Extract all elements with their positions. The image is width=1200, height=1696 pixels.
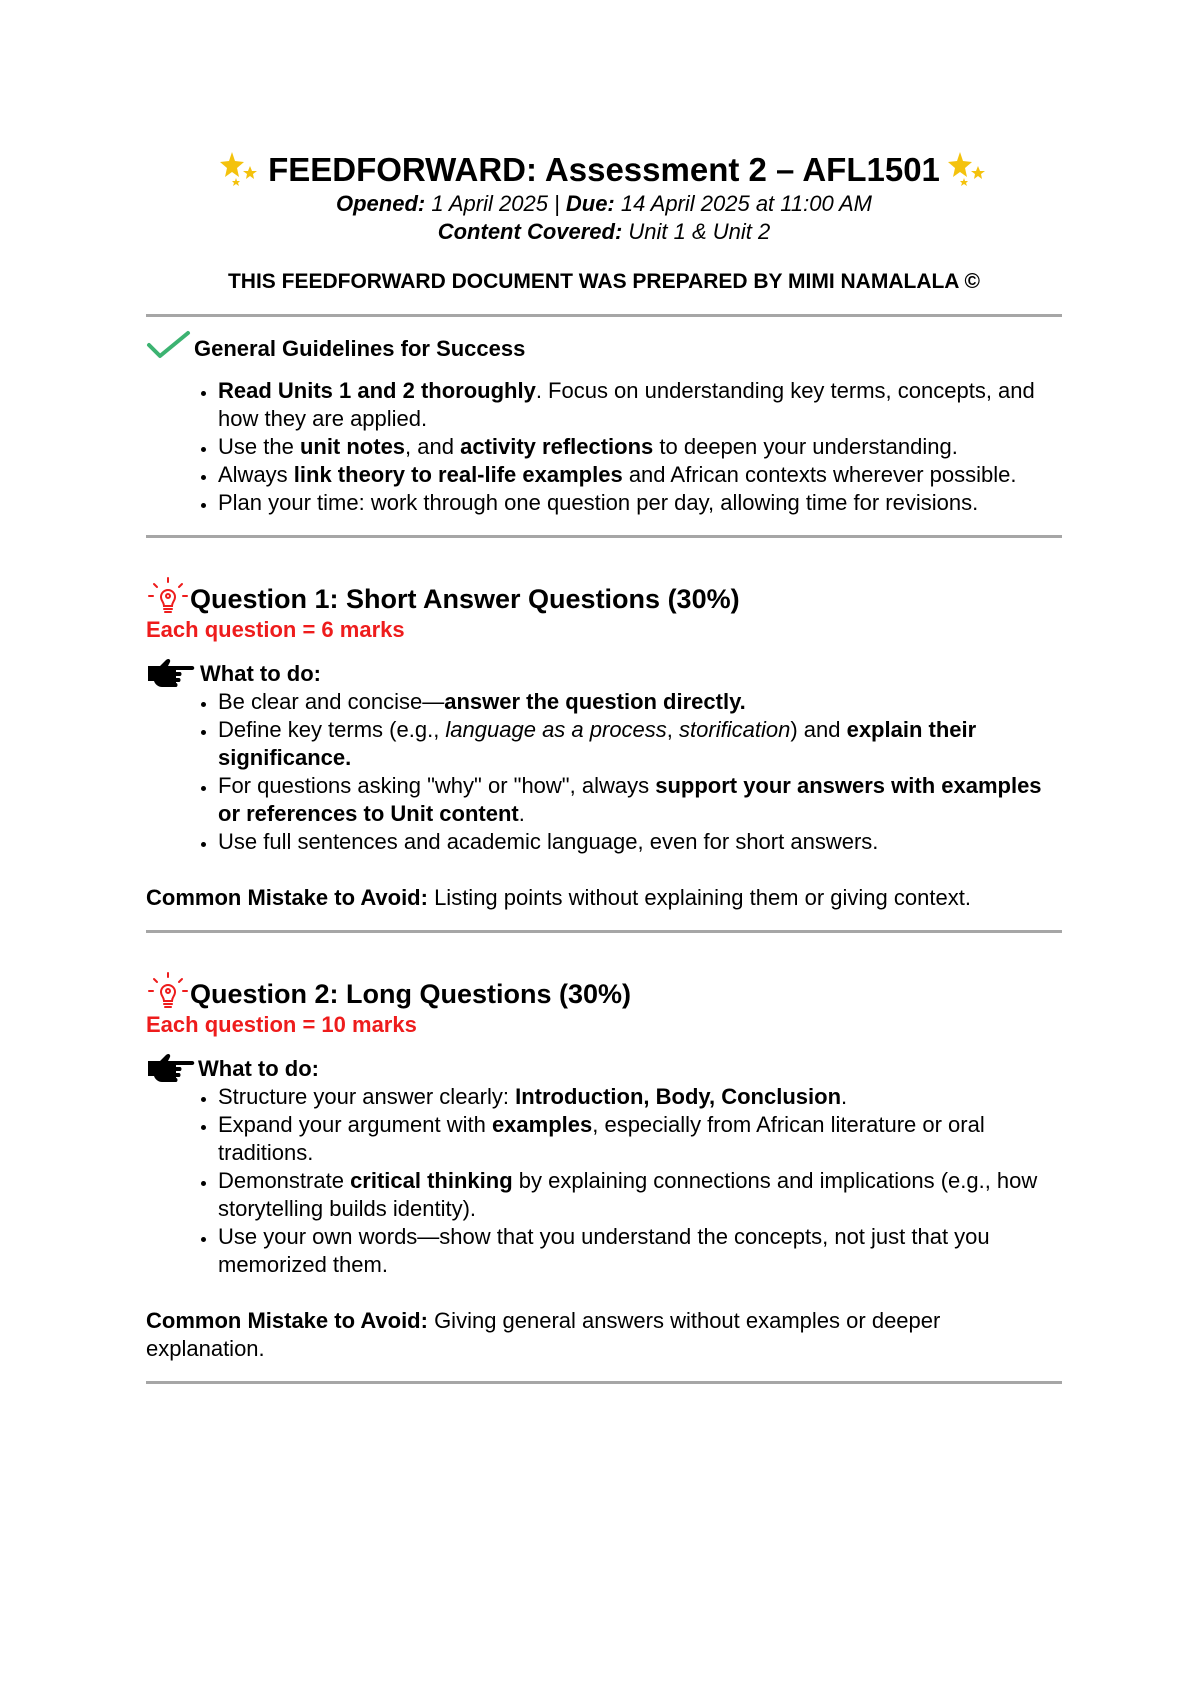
document-title: FEEDFORWARD: Assessment 2 – AFL1501	[268, 151, 940, 188]
divider	[146, 930, 1062, 933]
divider	[146, 314, 1062, 317]
list-item	[218, 688, 1062, 716]
sparkles-icon	[218, 150, 262, 190]
bold-text: Introduction, Body, Conclusion	[515, 1084, 842, 1109]
light-bulb-icon	[146, 971, 190, 1011]
question-1-marks: Each question = 6 marks	[146, 617, 405, 642]
general-heading-row	[146, 329, 1062, 363]
divider	[146, 1381, 1062, 1384]
item-text: .	[841, 1084, 848, 1109]
content-label: Content Covered:	[437, 219, 623, 244]
q1-common-mistake	[146, 884, 1062, 912]
list-item	[218, 461, 1062, 489]
bold-text: unit notes	[299, 434, 406, 459]
list-item	[218, 716, 1062, 772]
item-text: For questions asking "why" or "how", always	[218, 773, 656, 798]
mistake-label: Common Mistake to Avoid:	[146, 885, 428, 910]
list-item	[218, 1083, 1062, 1111]
bold-text: link theory to real-life examples	[293, 462, 623, 487]
item-text: to deepen your understanding.	[653, 434, 958, 459]
bold-text: support your answers with examples or references to Unit content	[218, 773, 1042, 826]
opened-value: 1 April 2025 |	[425, 191, 566, 216]
mistake-text: Listing points without explaining them or giving context.	[427, 885, 971, 910]
item-text: ,	[666, 717, 680, 742]
list-item	[218, 1167, 1062, 1223]
sparkles-icon	[946, 150, 990, 190]
item-text: Use the	[218, 434, 300, 459]
bold-text: examples	[491, 1112, 593, 1137]
question-2-marks: Each question = 10 marks	[146, 1012, 417, 1037]
item-text: .	[518, 801, 525, 826]
item-text: by explaining connections and implications (e.g., how storytelling builds identity).	[218, 1168, 1038, 1221]
divider	[146, 535, 1062, 538]
item-text: , and	[405, 434, 461, 459]
bold-text: Read Units 1 and 2 thoroughly	[218, 378, 536, 403]
bold-text: explain their significance.	[218, 717, 977, 770]
italic-text: storification	[679, 717, 791, 742]
q1-what-to-do: What to do:	[200, 661, 321, 686]
general-list	[146, 377, 1062, 517]
document-page	[146, 0, 1062, 1384]
bold-text: activity reflections	[460, 434, 654, 459]
bold-text: answer the question directly.	[444, 689, 746, 714]
due-label: Due:	[565, 191, 615, 216]
item-text: Expand your argument with	[218, 1112, 492, 1137]
q2-common-mistake	[146, 1307, 1062, 1363]
item-text: Demonstrate	[218, 1168, 351, 1193]
check-mark-icon	[146, 329, 192, 363]
q1-what-to-do-row	[146, 654, 1062, 688]
q2-what-to-do: What to do:	[198, 1056, 319, 1081]
q2-what-to-do-row	[146, 1049, 1062, 1083]
content-value: Unit 1 & Unit 2	[622, 219, 771, 244]
list-item	[218, 489, 1062, 517]
prepared-by: THIS FEEDFORWARD DOCUMENT WAS PREPARED BY MIMI NAMALALA ©	[227, 270, 981, 293]
mistake-label: Common Mistake to Avoid:	[146, 1308, 428, 1333]
list-item	[218, 433, 1062, 461]
item-text: Define key terms (e.g.,	[218, 717, 446, 742]
light-bulb-icon	[146, 576, 190, 616]
item-text: Use your own words—show that you understand the concepts, not just that you memorized them.	[218, 1224, 990, 1277]
item-text: and African contexts wherever possible.	[622, 462, 1017, 487]
bold-text: critical thinking	[350, 1168, 513, 1193]
question-2-heading-row	[146, 971, 1062, 1011]
question-2-title: Question 2: Long Questions (30%)	[190, 979, 632, 1009]
pointing-hand-icon	[146, 1049, 198, 1083]
question-1-title: Question 1: Short Answer Questions (30%)	[190, 584, 740, 614]
italic-text: language as a process	[445, 717, 667, 742]
list-item	[218, 1111, 1062, 1167]
item-text: Plan your time: work through one question per day, allowing time for revisions.	[218, 490, 979, 515]
q1-list	[146, 688, 1062, 856]
question-1-heading-row	[146, 576, 1062, 616]
item-text: , especially from African literature or oral traditions.	[218, 1112, 985, 1165]
opened-label: Opened:	[335, 191, 426, 216]
pointing-hand-icon	[146, 654, 198, 688]
list-item	[218, 772, 1062, 828]
list-item	[218, 1223, 1062, 1279]
item-text: Always	[218, 462, 294, 487]
due-value: 14 April 2025 at 11:00 AM	[614, 191, 872, 216]
item-text: Use full sentences and academic language, even for short answers.	[218, 829, 879, 854]
content-line	[146, 218, 1062, 246]
q2-list	[146, 1083, 1062, 1279]
list-item	[218, 377, 1062, 433]
mistake-text: Giving general answers without examples or deeper explanation.	[146, 1308, 941, 1361]
item-text: ) and	[790, 717, 847, 742]
document-title-row	[146, 150, 1062, 190]
list-item	[218, 828, 1062, 856]
dates-line	[146, 190, 1062, 218]
item-text: . Focus on understanding key terms, concepts, and how they are applied.	[218, 378, 1035, 431]
item-text: Be clear and concise—	[218, 689, 445, 714]
general-heading: General Guidelines for Success	[194, 336, 526, 361]
item-text: Structure your answer clearly:	[218, 1084, 516, 1109]
